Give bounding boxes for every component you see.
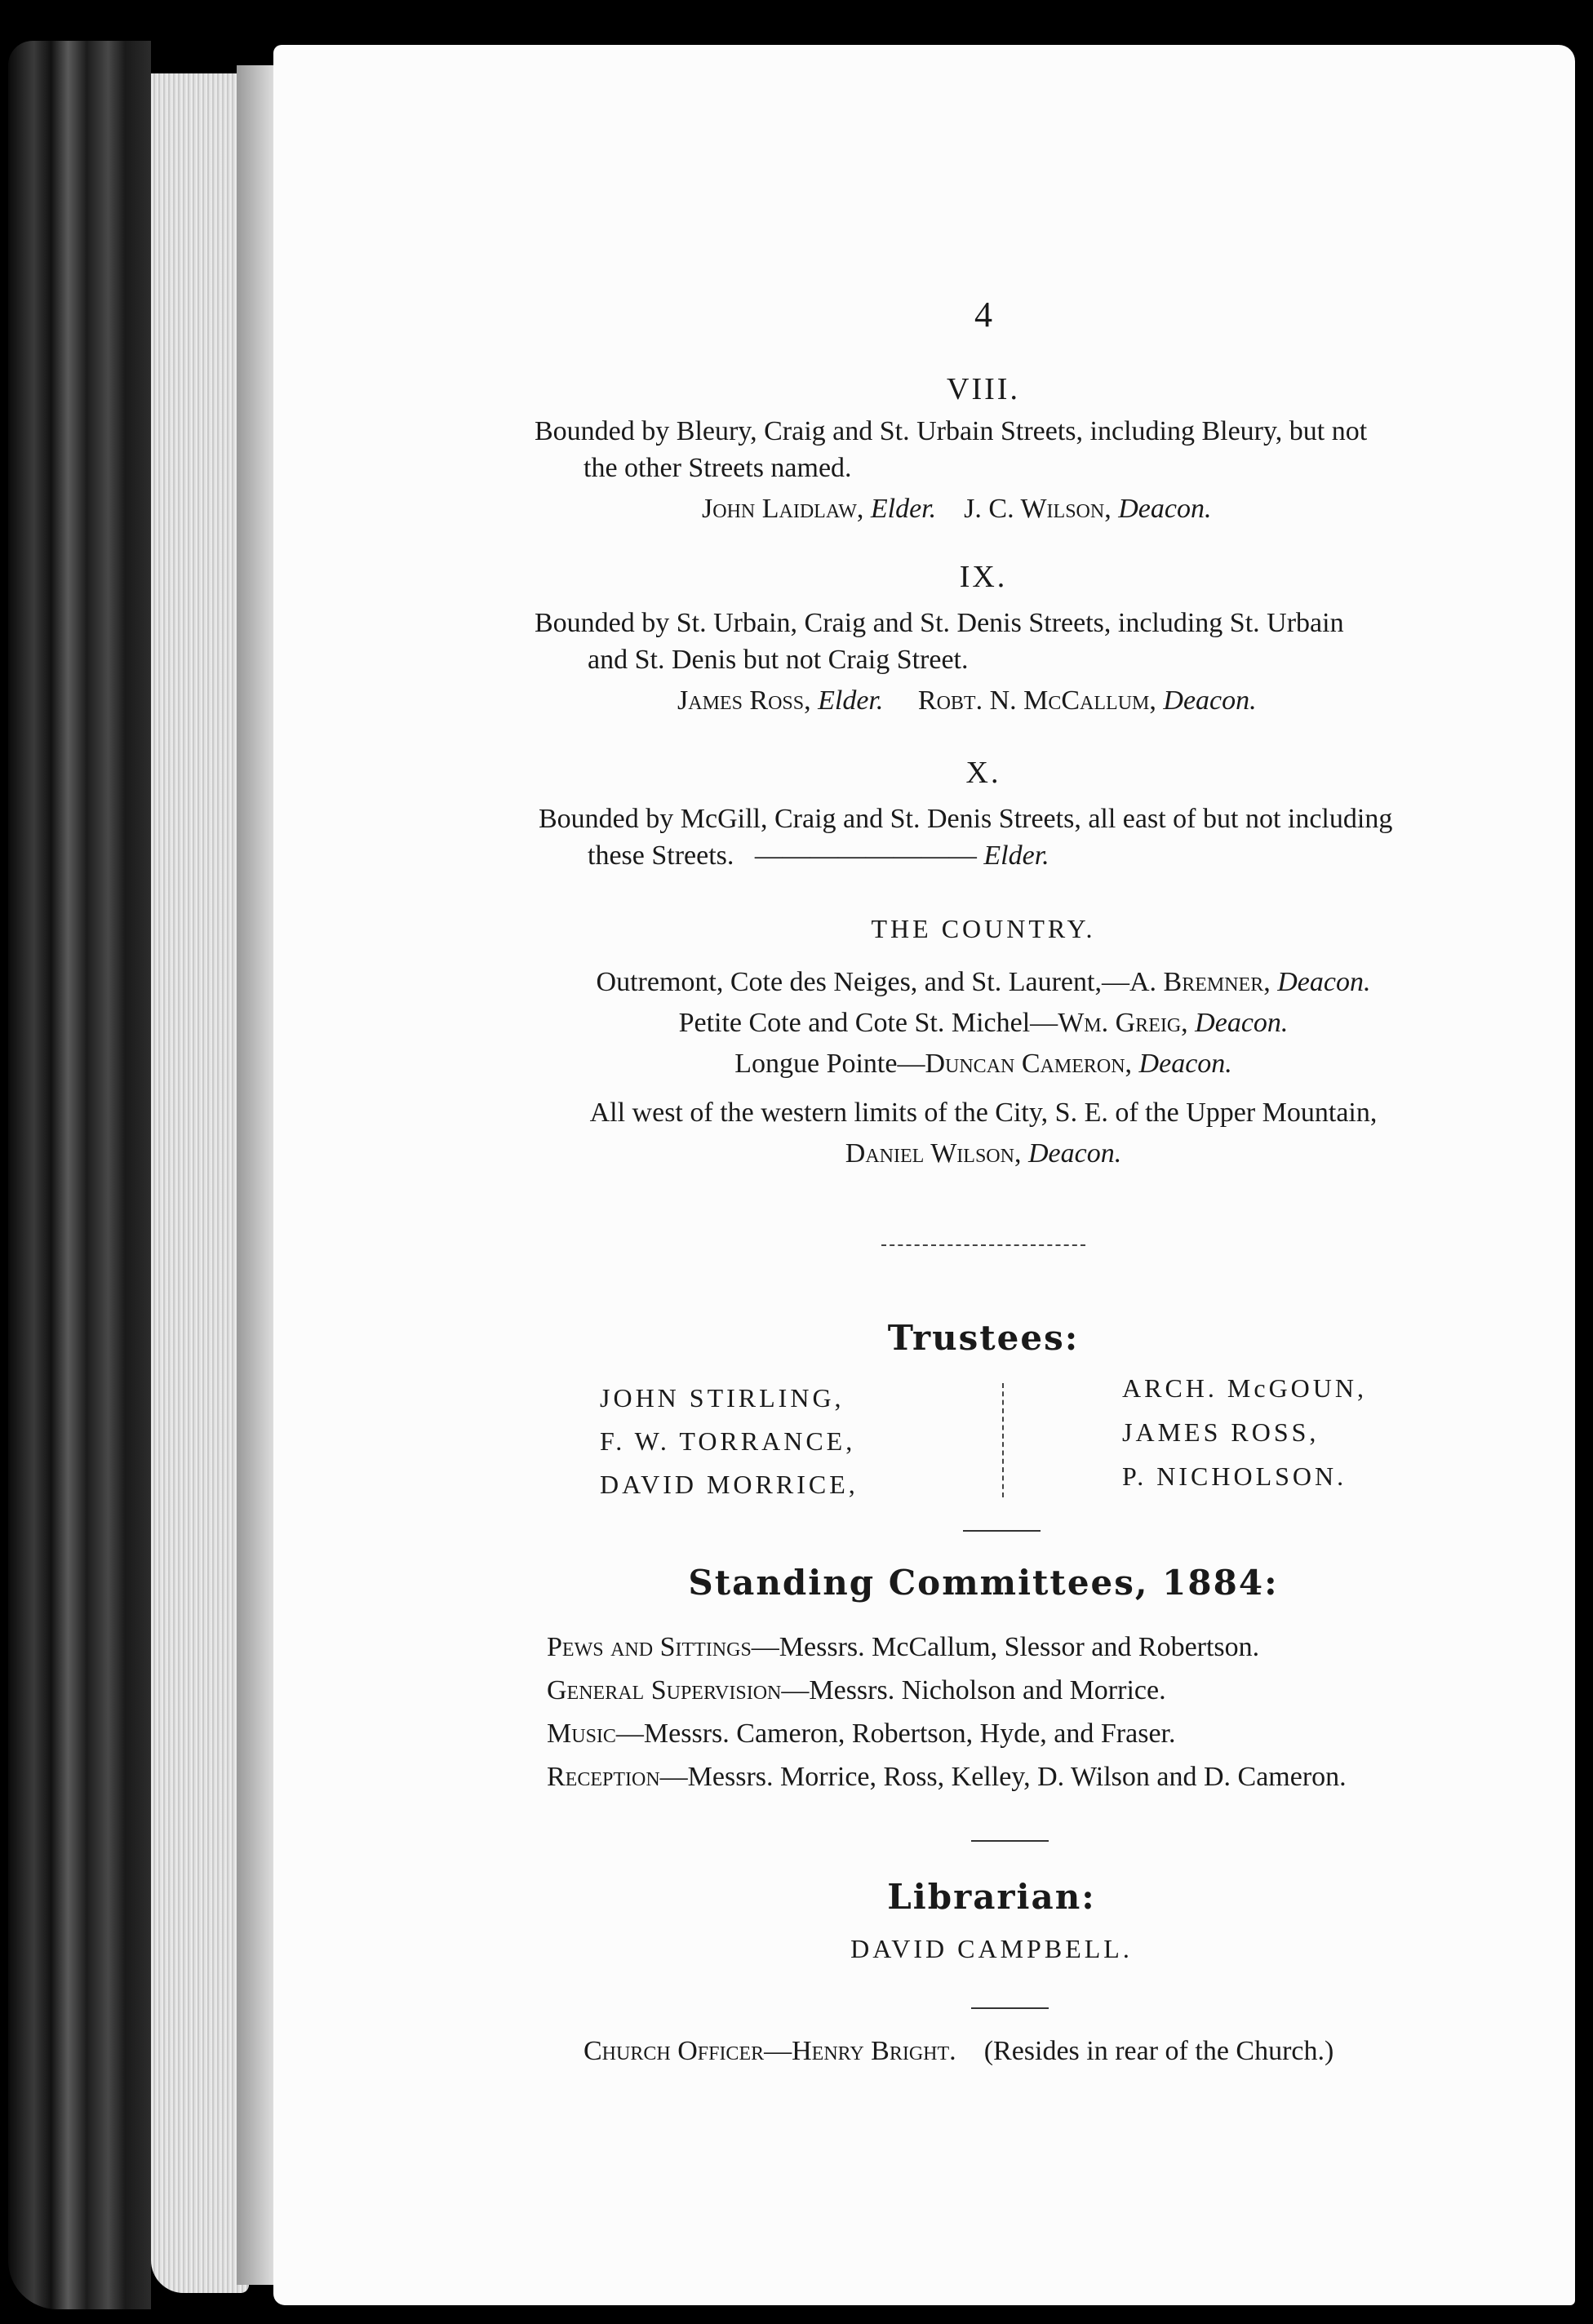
- country-row-text: Outremont, Cote des Neiges, and St. Laurent,—: [596, 967, 1129, 997]
- deacon-role: Deacon.: [1138, 1049, 1232, 1079]
- section-numeral-ix: IX.: [959, 560, 1008, 594]
- country-heading: THE COUNTRY.: [871, 914, 1096, 943]
- committee-label: Pews and Sittings: [547, 1632, 752, 1662]
- section-ix-line1: Bounded by St. Urbain, Craig and St. Denis Streets, including St. Urbain: [535, 608, 1344, 638]
- country-row-2: [679, 1008, 1289, 1039]
- committee-label: General Supervision: [547, 1675, 782, 1705]
- deacon-role: Deacon.: [1163, 685, 1257, 716]
- church-officer-name: —Henry Bright.: [764, 2036, 956, 2066]
- country-west-officer: [845, 1138, 1121, 1169]
- section-viii-officers: [702, 494, 1211, 525]
- librarian-name: DAVID CAMPBELL.: [850, 1934, 1133, 1963]
- elder-name: James Ross,: [677, 685, 811, 716]
- section-x-line2: [588, 840, 1049, 872]
- committee-row-supervision: [547, 1675, 1166, 1706]
- church-officer-line: [584, 2036, 1333, 2067]
- committee-members: —Messrs. Morrice, Ross, Kelley, D. Wilson and D. Cameron.: [659, 1762, 1347, 1792]
- deacon-name: Daniel Wilson,: [845, 1138, 1022, 1169]
- committee-members: —Messrs. Cameron, Robertson, Hyde, and Fraser.: [615, 1719, 1176, 1749]
- ornamental-rule: [881, 1244, 1085, 1246]
- section-viii-line1: Bounded by Bleury, Craig and St. Urbain Streets, including Bleury, but not: [535, 416, 1368, 446]
- section-ix-line2: and St. Denis but not Craig Street.: [588, 645, 969, 675]
- country-row-3: [734, 1049, 1232, 1080]
- church-officer-note: (Resides in rear of the Church.): [983, 2036, 1334, 2066]
- committee-label: Reception: [547, 1762, 660, 1792]
- elder-name: John Laidlaw,: [702, 494, 864, 524]
- committees-heading: Standing Committees, 1884:: [688, 1563, 1279, 1603]
- page-number: 4: [974, 295, 992, 335]
- trustee-right-2: JAMES ROSS,: [1122, 1417, 1320, 1447]
- trustee-right-3: P. NICHOLSON.: [1122, 1461, 1347, 1491]
- section-numeral-x: X.: [965, 756, 1001, 790]
- country-row-text: Longue Pointe—: [734, 1049, 925, 1079]
- trustees-divider: [1002, 1383, 1006, 1497]
- deacon-role: Deacon.: [1195, 1008, 1289, 1038]
- section-rule: [971, 2007, 1049, 2009]
- book-binding: [8, 41, 151, 2309]
- deacon-role: Deacon.: [1118, 494, 1212, 524]
- church-officer-label: Church Officer: [584, 2036, 765, 2066]
- deacon-name: Duncan Cameron,: [925, 1049, 1133, 1079]
- section-rule: [971, 1840, 1049, 1842]
- trustee-right-1: ARCH. McGOUN,: [1122, 1373, 1367, 1403]
- deacon-name: A. Bremner,: [1129, 967, 1271, 997]
- deacon-name: Wm. Greig,: [1058, 1008, 1188, 1038]
- section-x-line1: Bounded by McGill, Craig and St. Denis Streets, all east of but not including: [539, 804, 1393, 834]
- page-stack-edge: [151, 73, 249, 2293]
- section-rule: [963, 1530, 1041, 1532]
- country-row-text: Petite Cote and Cote St. Michel—: [678, 1008, 1058, 1038]
- deacon-role: Deacon.: [1027, 1138, 1122, 1169]
- section-numeral-viii: VIII.: [947, 372, 1020, 406]
- committee-row-reception: [547, 1762, 1347, 1793]
- deacon-name: J. C. Wilson,: [964, 494, 1112, 524]
- librarian-heading: Librarian:: [887, 1877, 1096, 1917]
- trustees-heading: Trustees:: [887, 1318, 1080, 1358]
- trustee-left-1: JOHN STIRLING,: [600, 1383, 845, 1413]
- trustee-left-3: DAVID MORRICE,: [600, 1470, 859, 1499]
- deacon-name: Robt. N. McCallum,: [917, 685, 1156, 716]
- committee-members: —Messrs. McCallum, Slessor and Robertson.: [751, 1632, 1260, 1662]
- deacon-role: Deacon.: [1277, 967, 1371, 997]
- section-ix-officers: [677, 685, 1257, 716]
- elder-blank-line: ————————: [754, 840, 977, 871]
- country-west-line: All west of the western limits of the City, S. E. of the Upper Mountain,: [589, 1098, 1378, 1128]
- committee-members: —Messrs. Nicholson and Morrice.: [781, 1675, 1166, 1705]
- section-x-line2-text: these Streets.: [588, 840, 734, 871]
- committee-row-pews: [547, 1632, 1259, 1663]
- committee-label: Music: [547, 1719, 616, 1749]
- trustee-left-2: F. W. TORRANCE,: [600, 1426, 856, 1456]
- elder-role: Elder.: [818, 685, 884, 716]
- book-page: [273, 45, 1575, 2305]
- elder-role: Elder.: [983, 840, 1049, 871]
- country-row-1: [597, 967, 1371, 998]
- committee-row-music: [547, 1719, 1175, 1750]
- section-viii-line2: the other Streets named.: [584, 453, 852, 483]
- elder-role: Elder.: [870, 494, 937, 524]
